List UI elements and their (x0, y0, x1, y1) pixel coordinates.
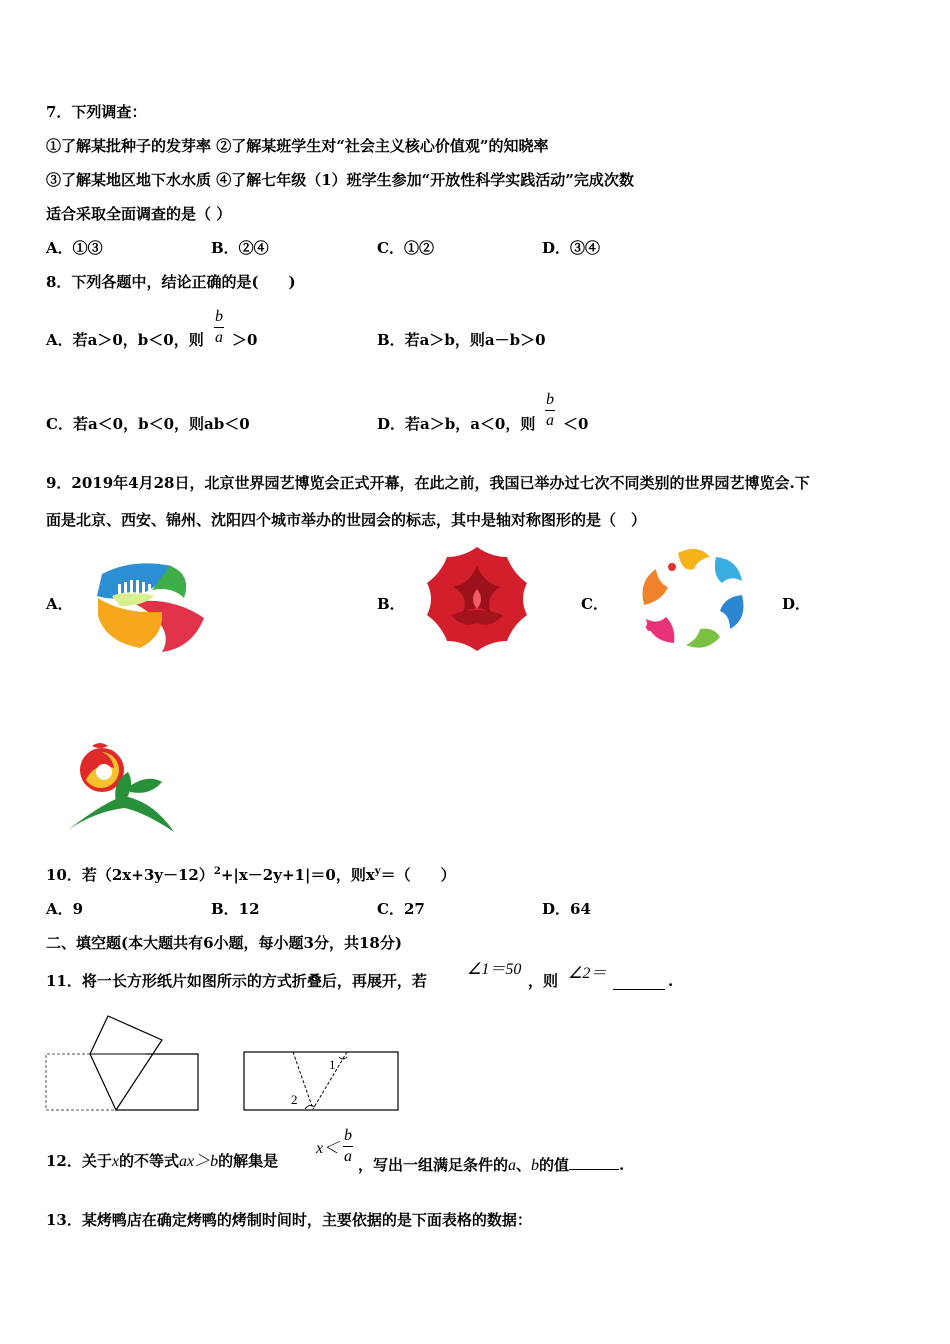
fraction-bar (545, 410, 555, 411)
q12-mid3: ，写出一组满足条件的 (358, 1156, 509, 1174)
q12-variable-b: b (531, 1157, 540, 1174)
q11-text-pre: 11．将一长方形纸片如图所示的方式折叠后，再展开，若 (46, 972, 427, 990)
q11-angle1-expr: ∠1＝50 (467, 961, 522, 978)
fraction-bar (343, 1146, 353, 1147)
fraction-denominator: a (546, 412, 554, 429)
q8-title: 8．下列各题中，结论正确的是( ) (46, 273, 296, 291)
q11-text-mid: ，则 (528, 972, 559, 990)
fraction-numerator: b (215, 308, 223, 325)
q12-answer-blank[interactable] (569, 1154, 619, 1170)
xian-expo-logo-image (421, 543, 533, 655)
q9-option-d-label[interactable]: D． (782, 595, 811, 613)
q10-option-d[interactable]: D．64 (542, 900, 591, 918)
q12-variable-a: a (508, 1157, 517, 1174)
q10-stem (46, 867, 456, 883)
q12-end2: . (619, 1156, 625, 1174)
q8-option-a-text: A．若a＞0，b＜0，则 (46, 331, 204, 349)
section-2-heading: 二、填空题(本大题共有6小题，每小题3分，共18分) (46, 934, 402, 952)
q7-option-c[interactable]: C．①② (377, 239, 434, 257)
q12-solution-fraction (343, 1128, 353, 1165)
q8-option-a-fraction (214, 309, 224, 346)
q7-option-a[interactable]: A．①③ (46, 239, 103, 257)
q11-angle2-expr: ∠2＝ (568, 965, 607, 982)
q8-option-b[interactable]: B．若a＞b，则a－b＞0 (377, 331, 546, 349)
q9-option-b-label[interactable]: B． (377, 595, 405, 613)
shenyang-expo-logo-image (64, 742, 176, 838)
q11-text-end: . (668, 972, 674, 990)
beijing-expo-logo-image (92, 556, 208, 654)
q8-option-c[interactable]: C．若a＜0，b＜0，则ab＜0 (46, 415, 250, 433)
q12-pre: 12．关于 (46, 1152, 112, 1170)
fraction-denominator: a (215, 329, 223, 346)
q12-separator: 、 (516, 1156, 532, 1174)
fraction-bar (214, 327, 224, 328)
fraction-denominator: a (344, 1148, 352, 1165)
q11-folded-paper-figure (44, 1012, 202, 1114)
q10-text-b: +|x－2y+1|＝0，则x (220, 866, 375, 884)
q9-line1: 9．2019年4月28日，北京世界园艺博览会正式开幕，在此之前，我国已举办过七次不同类别的世界园艺博览会.下 (46, 474, 810, 492)
q11-answer-blank[interactable] (613, 974, 665, 993)
q11-figure-label-2: 2 (291, 1092, 298, 1107)
q12-inequality: ax＞b (179, 1153, 219, 1170)
q9-option-c-label[interactable]: C． (581, 595, 608, 613)
q7-stem: 适合采取全面调查的是（ ） (46, 205, 232, 223)
q8-option-d-fraction (545, 392, 555, 429)
q10-option-b[interactable]: B．12 (211, 900, 260, 918)
q11-figure-label-1: 1 (329, 1057, 336, 1072)
q12-end: 的值 (539, 1156, 570, 1174)
q10-power: y (374, 866, 381, 877)
q8-option-a-rel: ＞0 (232, 331, 258, 349)
q13-text: 13．某烤鸭店在确定烤鸭的烤制时间时，主要依据的是下面表格的数据： (46, 1211, 532, 1229)
q11-unfolded-paper-figure (243, 1051, 401, 1113)
q12-text-pre (46, 1154, 278, 1170)
q10-option-a[interactable]: A．9 (46, 900, 84, 918)
q7-option-d[interactable]: D．③④ (542, 239, 601, 257)
q7-title: 7．下列调查： (46, 103, 147, 121)
q10-option-c[interactable]: C．27 (377, 900, 425, 918)
q12-variable-x: x (111, 1153, 119, 1170)
q9-option-a-label[interactable]: A． (46, 595, 73, 613)
q7-line2: ③了解某地区地下水水质 ④了解七年级（1）班学生参加“开放性科学实践活动”完成次数 (46, 171, 634, 189)
q8-option-d-rel: ＜0 (563, 415, 589, 433)
fraction-numerator: b (546, 391, 554, 408)
q10-text-a: 10．若（2x+3y－12） (46, 866, 214, 884)
q7-option-b[interactable]: B．②④ (211, 239, 269, 257)
q8-option-d-text: D．若a＞b，a＜0，则 (377, 415, 536, 433)
q12-solution-expr: x＜ (316, 1140, 340, 1157)
q12-mid1: 的不等式 (118, 1152, 179, 1170)
q12-text-post (358, 1154, 624, 1174)
q9-line2: 面是北京、西安、锦州、沈阳四个城市举办的世园会的标志，其中是轴对称图形的是（ ） (46, 511, 647, 529)
q8-option-d[interactable] (377, 417, 535, 432)
q10-exponent: 2 (213, 866, 221, 877)
q8-option-a[interactable] (46, 333, 204, 348)
q12-mid2: 的解集是 (218, 1152, 279, 1170)
q7-line1: ①了解某批种子的发芽率 ②了解某班学生对“社会主义核心价值观”的知晓率 (46, 137, 549, 155)
blank-line (613, 974, 665, 990)
q10-text-c: ＝（ ） (380, 866, 456, 884)
jinzhou-expo-logo-image (638, 545, 748, 655)
fraction-numerator: b (344, 1127, 352, 1144)
